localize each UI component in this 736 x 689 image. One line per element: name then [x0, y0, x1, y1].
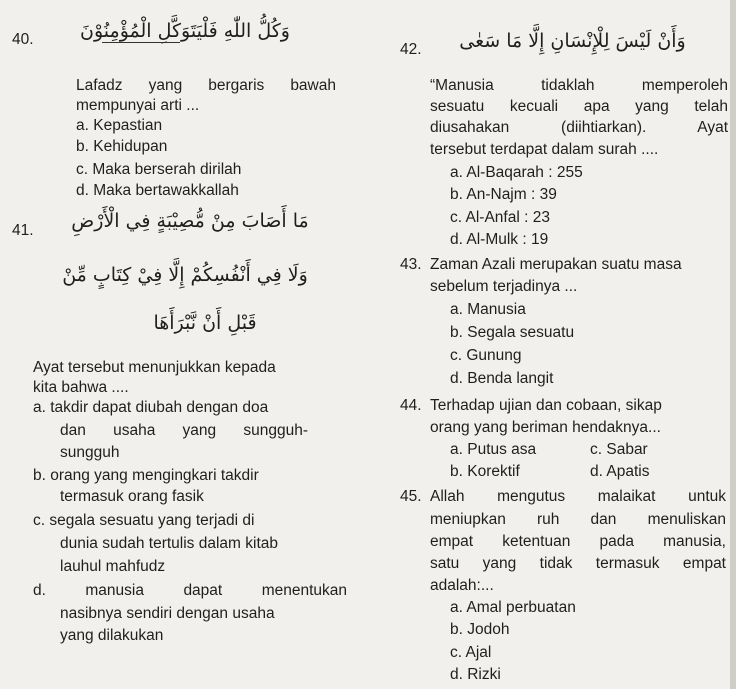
question-41-number: 41. — [12, 222, 34, 239]
question-45-stem-line-1: Allah mengutus malaikat untuk — [430, 488, 726, 505]
question-40-stem-line-1: Lafadz yang bergaris bawah — [76, 77, 336, 94]
question-42-option-a[interactable]: a. Al-Baqarah : 255 — [450, 164, 583, 181]
question-40-option-a[interactable]: a. Kepastian — [76, 117, 163, 134]
question-41-stem-line-2: kita bahwa .... — [33, 379, 129, 396]
question-41-option-c[interactable]: c. segala sesuatu yang terjadi di — [33, 512, 255, 529]
question-41-option-a-line-2: dan usaha yang sungguh- — [60, 422, 308, 439]
question-40-underline — [102, 24, 180, 43]
question-44-option-d[interactable]: d. Apatis — [590, 463, 650, 480]
question-41-arabic-line-3: قَبْلِ أَنْ نَّبْرَأَهَا — [153, 312, 257, 334]
question-45-option-a[interactable]: a. Amal perbuatan — [450, 599, 576, 616]
question-45-number: 45. — [400, 488, 422, 505]
question-42-option-d[interactable]: d. Al-Mulk : 19 — [450, 231, 549, 248]
question-41-option-a-line-3: sungguh — [60, 444, 120, 461]
question-40-number: 40. — [12, 31, 34, 48]
question-43-stem-line-2: sebelum terjadinya ... — [430, 278, 578, 295]
question-40-option-c[interactable]: c. Maka berserah dirilah — [76, 161, 242, 178]
question-43-number: 43. — [400, 256, 422, 273]
question-41-arabic-line-1: مَا أَصَابَ مِنْ مُّصِيْبَةٍ فِي الْأَرْضِ — [71, 210, 309, 232]
question-44-stem-line-2: orang yang beriman hendaknya... — [430, 419, 661, 436]
question-44-stem-line-1: Terhadap ujian dan cobaan, sikap — [430, 397, 662, 414]
question-40-arabic: وَكُلُّ اللّٰهِ فَلْيَتَوَكَّلِ الْمُؤْمِنُوْنَ — [80, 20, 290, 42]
question-43-option-a[interactable]: a. Manusia — [450, 301, 526, 318]
question-40-stem-line-2: mempunyai arti ... — [76, 97, 200, 114]
question-44-option-c[interactable]: c. Sabar — [590, 441, 648, 458]
question-42-stem-line-2: sesuatu kecuali apa yang telah — [430, 98, 728, 115]
question-40-option-b[interactable]: b. Kehidupan — [76, 138, 168, 155]
question-42-arabic: وَأَنْ لَيْسَ لِلْإِنْسَانِ إِلَّا مَا سَعٰى — [459, 30, 686, 52]
question-41-option-d[interactable]: d. manusia dapat menentukan — [33, 582, 347, 599]
question-41-option-d-line-3: yang dilakukan — [60, 627, 164, 644]
question-41-option-c-line-3: lauhul mahfudz — [60, 558, 166, 575]
page-edge-shadow — [730, 0, 736, 689]
question-45-option-b[interactable]: b. Jodoh — [450, 621, 510, 638]
question-42-stem-line-4: tersebut terdapat dalam surah .... — [430, 141, 659, 158]
question-42-stem-line-3: diusahakan (diihtiarkan). Ayat — [430, 119, 728, 136]
question-45-option-c[interactable]: c. Ajal — [450, 644, 492, 661]
question-41-option-d-line-2: nasibnya sendiri dengan usaha — [60, 605, 275, 622]
question-41-arabic-line-2: وَلَا فِي أَنْفُسِكُمْ إِلَّا فِيْ كِتَابٍ مِّنْ — [62, 264, 308, 286]
question-43-option-c[interactable]: c. Gunung — [450, 347, 522, 364]
question-41-option-c-line-2: dunia sudah tertulis dalam kitab — [60, 535, 278, 552]
question-42-option-b[interactable]: b. An-Najm : 39 — [450, 186, 557, 203]
question-42-stem-line-1: “Manusia tidaklah memperoleh — [430, 77, 728, 94]
question-45-option-d[interactable]: d. Rizki — [450, 666, 501, 683]
question-44-option-b[interactable]: b. Korektif — [450, 463, 520, 480]
question-43-stem-line-1: Zaman Azali merupakan suatu masa — [430, 256, 682, 273]
question-43-option-b[interactable]: b. Segala sesuatu — [450, 324, 575, 341]
question-45-stem-line-3: empat ketentuan pada manusia, — [430, 533, 726, 550]
question-41-stem-line-1: Ayat tersebut menunjukkan kepada — [33, 359, 276, 376]
question-45-stem-line-5: adalah:... — [430, 577, 494, 594]
question-42-number: 42. — [400, 41, 422, 58]
question-45-stem-line-2: meniupkan ruh dan menuliskan — [430, 511, 726, 528]
question-45-stem-line-4: satu yang tidak termasuk empat — [430, 555, 726, 572]
question-42-option-c[interactable]: c. Al-Anfal : 23 — [450, 209, 550, 226]
question-44-number: 44. — [400, 397, 422, 414]
question-40-option-d[interactable]: d. Maka bertawakkallah — [76, 182, 239, 199]
question-41-option-b[interactable]: b. orang yang mengingkari takdir — [33, 467, 259, 484]
question-43-option-d[interactable]: d. Benda langit — [450, 370, 554, 387]
question-44-option-a[interactable]: a. Putus asa — [450, 441, 537, 458]
question-41-option-b-line-2: termasuk orang fasik — [60, 488, 204, 505]
question-41-option-a[interactable]: a. takdir dapat diubah dengan doa — [33, 399, 269, 416]
